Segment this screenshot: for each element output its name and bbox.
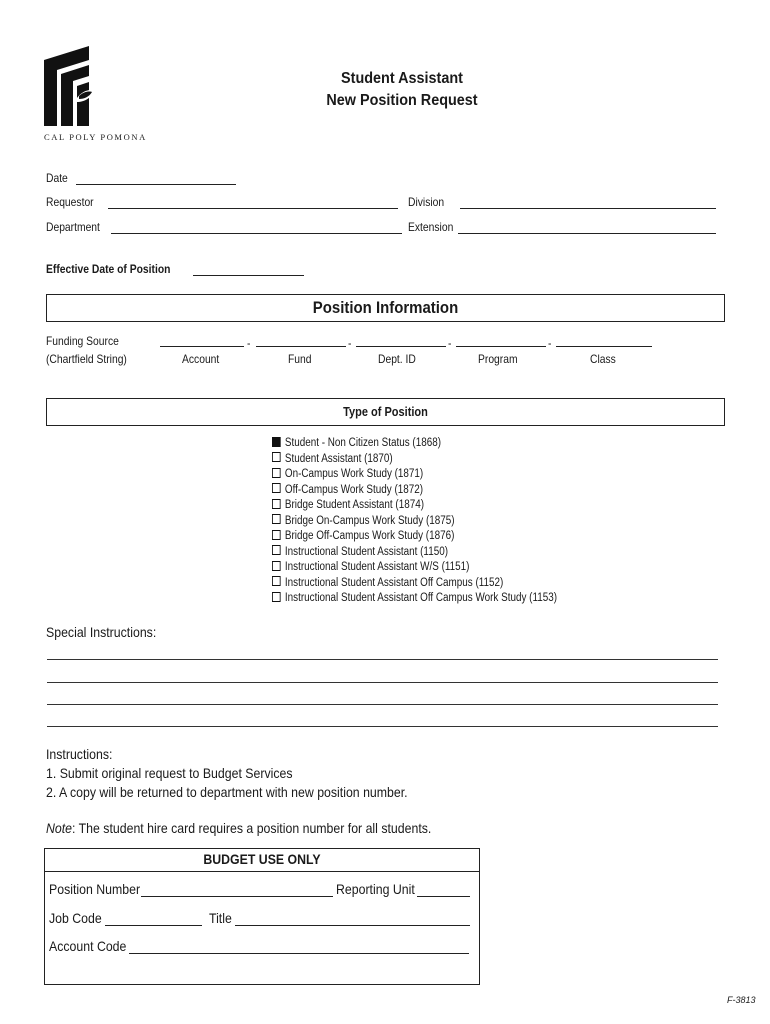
date-label: Date [46,171,68,185]
checkbox-icon[interactable] [272,452,281,462]
requestor-label: Requestor [46,195,94,209]
reporting-unit-field[interactable] [417,896,470,897]
form-title-line2: New Position Request [326,92,478,109]
segment-dash: - [448,336,452,350]
position-number-field[interactable] [141,896,333,897]
job-code-label: Job Code [49,910,102,926]
account-code-field[interactable] [129,953,469,954]
class-segment-field[interactable] [556,346,652,347]
cal-poly-pomona-logo [44,46,147,144]
checkbox-icon[interactable] [272,468,281,478]
budget-use-only-box [44,848,480,985]
job-code-field[interactable] [105,925,202,926]
reporting-unit-label: Reporting Unit [336,881,415,897]
date-field[interactable] [76,184,236,185]
segment-dash: - [247,336,251,350]
budget-heading-divider [45,871,479,872]
type-of-position-header [46,398,725,426]
special-instructions-line[interactable] [47,726,718,727]
requestor-field[interactable] [108,208,398,209]
checkbox-icon[interactable] [272,561,281,571]
checkbox-icon[interactable] [272,592,281,602]
department-label: Department [46,220,100,234]
position-information-header [46,294,725,322]
type-of-position-heading: Type of Position [343,405,428,419]
class-caption: Class [590,352,616,366]
chartfield-string-label: (Chartfield String) [46,352,127,366]
division-field[interactable] [460,208,716,209]
extension-field[interactable] [458,233,716,234]
option-bridge-on-campus-work-study[interactable]: Bridge On-Campus Work Study (1875) [272,514,557,530]
position-number-label: Position Number [49,881,141,897]
checkbox-icon[interactable] [272,499,281,509]
logo-mark-icon [44,46,94,128]
checkbox-icon[interactable] [272,530,281,540]
program-segment-field[interactable] [456,346,546,347]
option-off-campus-work-study[interactable]: Off-Campus Work Study (1872) [272,483,557,499]
instruction-step-2: 2. A copy will be returned to department with new position number. [46,784,408,800]
account-code-label: Account Code [49,938,127,954]
option-isa-off-campus[interactable]: Instructional Student Assistant Off Campus (1152) [272,576,557,592]
account-segment-field[interactable] [160,346,244,347]
checkbox-icon[interactable] [272,514,281,524]
effective-date-field[interactable] [193,275,304,276]
division-label: Division [408,195,445,209]
extension-label: Extension [408,220,454,234]
checkbox-icon[interactable] [272,576,281,586]
department-field[interactable] [111,233,402,234]
hire-card-note [46,820,431,836]
option-isa-off-campus-work-study[interactable]: Instructional Student Assistant Off Campus Work Study (1153) [272,591,557,607]
checkbox-icon[interactable] [272,545,281,555]
fund-caption: Fund [288,352,312,366]
budget-use-only-heading: BUDGET USE ONLY [203,851,321,867]
logo-text: CAL POLY POMONA [44,132,147,142]
dept-id-segment-field[interactable] [356,346,446,347]
note-text: : The student hire card requires a position number for all students. [72,820,432,836]
option-instructional-student-assistant-ws[interactable]: Instructional Student Assistant W/S (1151) [272,560,557,576]
type-of-position-options [272,436,603,607]
option-student-assistant[interactable]: Student Assistant (1870) [272,452,557,468]
dept-id-caption: Dept. ID [378,352,416,366]
account-caption: Account [182,352,220,366]
funding-source-label: Funding Source [46,334,119,348]
special-instructions-line[interactable] [47,682,718,683]
position-information-heading: Position Information [312,298,459,317]
fund-segment-field[interactable] [256,346,346,347]
special-instructions-line[interactable] [47,659,718,660]
segment-dash: - [548,336,552,350]
checkbox-icon[interactable] [272,483,281,493]
form-number: F-3813 [727,995,756,1005]
program-caption: Program [478,352,518,366]
option-bridge-off-campus-work-study[interactable]: Bridge Off-Campus Work Study (1876) [272,529,557,545]
instruction-step-1: 1. Submit original request to Budget Services [46,765,293,781]
title-field[interactable] [235,925,470,926]
title-label: Title [209,910,232,926]
instructions-heading: Instructions: [46,746,113,762]
special-instructions-line[interactable] [47,704,718,705]
special-instructions-label: Special Instructions: [46,624,157,640]
note-label: Note [46,820,73,836]
form-title-line1: Student Assistant [341,70,463,87]
option-on-campus-work-study[interactable]: On-Campus Work Study (1871) [272,467,557,483]
effective-date-label: Effective Date of Position [46,262,171,276]
checkbox-checked-icon[interactable] [272,437,281,447]
option-bridge-student-assistant[interactable]: Bridge Student Assistant (1874) [272,498,557,514]
option-student-non-citizen[interactable]: Student - Non Citizen Status (1868) [272,436,557,452]
segment-dash: - [348,336,352,350]
option-instructional-student-assistant[interactable]: Instructional Student Assistant (1150) [272,545,557,561]
